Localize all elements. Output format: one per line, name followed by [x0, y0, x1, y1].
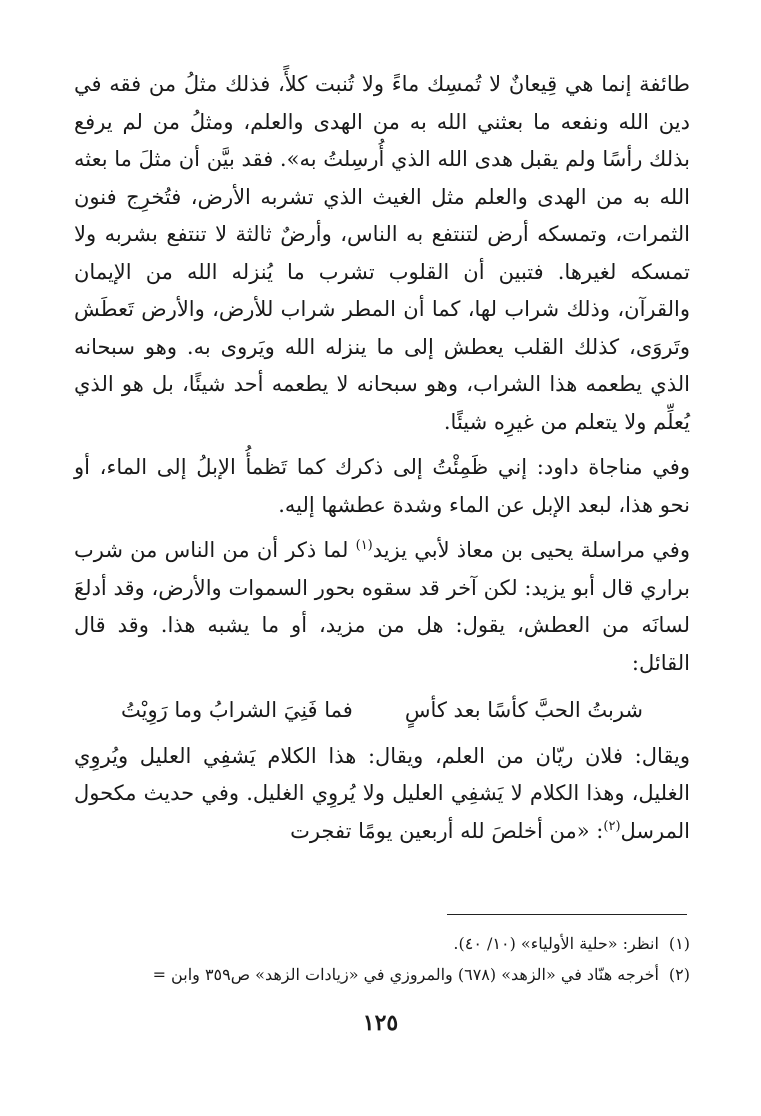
paragraph-4 — [74, 738, 690, 851]
footnote-ref-1: (١) — [355, 538, 373, 553]
footnote-2-number: (٢) — [668, 965, 690, 984]
footnotes — [74, 928, 690, 990]
footnote-1-number: (١) — [668, 934, 690, 953]
paragraph-4-start: ويقال: فلان ريّان من العلم، ويقال: هذا الكلام يَشفِي العليل ويُروِي الغليل، وهذا الكلام لا يَشفِي العليل ولا يُروِي الغليل. وفي حديث مكحول المرسل — [74, 743, 690, 843]
footnote-ref-2: (٢) — [603, 818, 621, 834]
page-body — [74, 66, 690, 850]
footnote-2-text: أخرجه هنّاد في «الزهد» (٦٧٨) والمروزي في «زيادات الزهد» ص٣٥٩ وابن = — [152, 965, 659, 984]
poetry-verse — [74, 692, 690, 730]
paragraph-3 — [74, 532, 690, 682]
paragraph-2: وفي مناجاة داود: إني ظَمِئْتُ إلى ذكرك كما تَظمأُ الإبلُ إلى الماء، أو نحو هذا، لبعد الإبل عن الماء وشدة عطشها إليه. — [74, 455, 690, 517]
footnote-separator — [447, 914, 687, 915]
verse-second-hemistich: فما فَنِيَ الشرابُ وما رَوِيْتُ — [120, 698, 353, 722]
footnote-1-text: انظر: «حلية الأولياء» (١٠/ ٤٠). — [453, 934, 659, 953]
paragraph-4-end: : «من أخلصَ لله أربعين يومًا تفجرت — [290, 818, 604, 843]
paragraph-3-end: لما ذكر أن من الناس من شرب براري قال أبو يزيد: لكن آخر قد سقوه بحور السموات والأرض، وقد أدلعَ لسانَه من العطش، يقول: هل من مزيد، أو ما يشبه هذا. وقد قال القائل: — [74, 538, 690, 675]
footnote-1 — [74, 928, 690, 959]
paragraph-1: طائفة إنما هي قِيعانٌ لا تُمسِك ماءً ولا تُنبت كلأً، فذلك مثلُ من فقه في دين الله ونفعه ما بعثني الله به من الهدى والعلم، ومثلُ من لم يرفع بذلك رأسًا ولم يقبل هدى الله الذي أُرسِلتُ به». فقد بيَّن أن مثلَ ما بعثه الله به من الهدى والعلم مثل الغيث الذي تشربه الأرض، فتُخرِج فنون الثمرات، وتمسكه أرض لتنتفع به الناس، وأرضٌ ثالثة لا تنتفع بشربه ولا تمسكه لغيرها. فتبين أن القلوب تشرب ما يُنزله الله من الإيمان والقرآن، وذلك شراب لها، كما أن المطر شراب للأرض، والأرض تَعطَش وتَروَى، كذلك القلب يعطش إلى ما ينزله الله ويَروى به. وهو سبحانه الذي يطعمه هذا الشراب، وهو سبحانه لا يطعمه أحد شيئًا، بل هو الذي يُعلِّم ولا يتعلم من غيرِه شيئًا. — [74, 72, 690, 434]
page-number: ١٢٥ — [362, 1010, 399, 1036]
verse-first-hemistich: شربتُ الحبَّ كأسًا بعد كأسٍ — [404, 698, 644, 722]
paragraph-3-start: وفي مراسلة يحيى بن معاذ لأبي يزيد — [372, 538, 690, 562]
footnote-2 — [74, 959, 690, 990]
